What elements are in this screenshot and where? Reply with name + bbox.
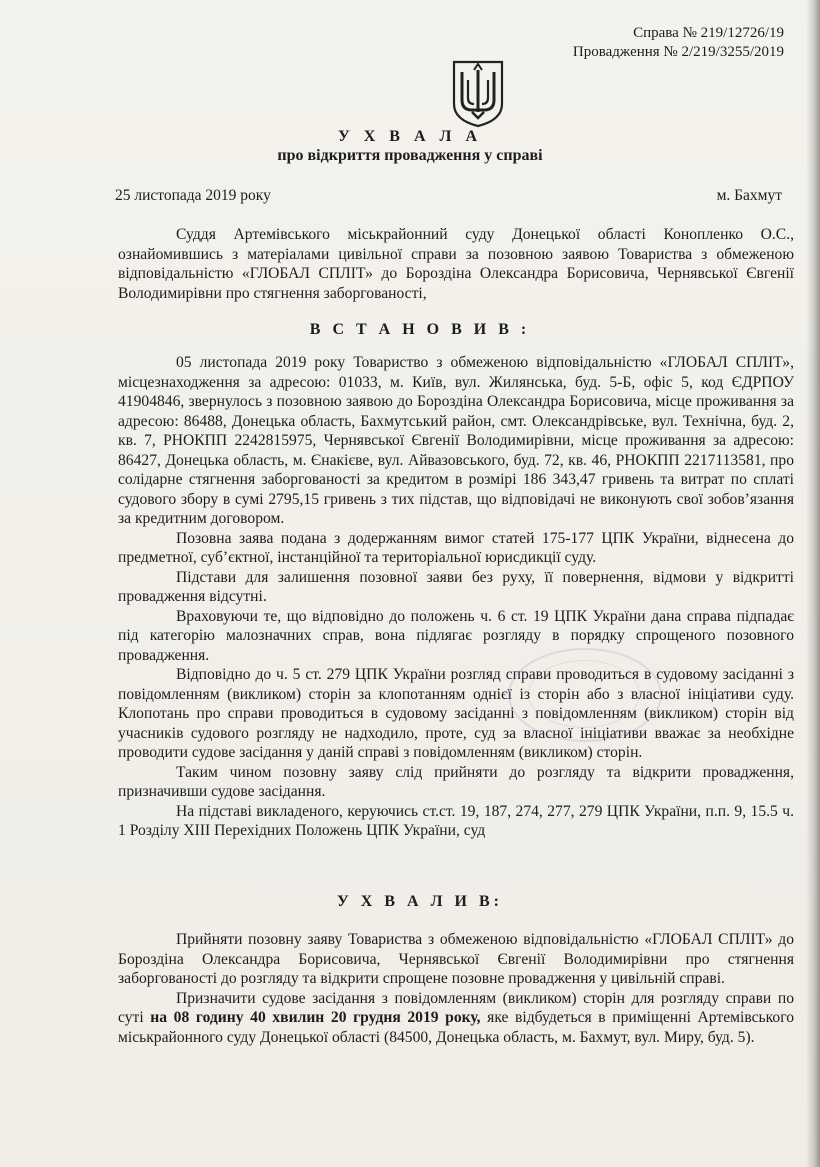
proceeding-number: Провадження № 2/219/3255/2019 [572, 44, 784, 60]
case-info [573, 24, 784, 62]
established-paragraph: Відповідно до ч. 5 ст. 279 ЦПК України розгляд справи проводиться в судовому засіданні з повідомленням (викликом) сторін за клопотанням однієї із сторін або з власної ініціативи суду. Клопотань про справи проводиться в судовому засіданні з повідомленням (викликом) сторін від учасників судового розгляду не надходило, проте, суд за власної ініціативи вважає за необхідне проводити судове засідання у даній справі з повідомленням (викликом) сторін. [118, 666, 794, 761]
intro-paragraph [118, 225, 794, 303]
document-title: У Х В А Л А [338, 128, 482, 145]
case-number: Справа № 219/12726/19 [633, 25, 784, 41]
ruled-heading: У Х В А Л И В: [337, 893, 503, 910]
hearing-datetime: на 08 годину 40 хвилин 20 грудня 2019 року, [150, 1009, 481, 1026]
ruled-paragraph-hearing [118, 989, 794, 1048]
established-paragraph: Позовна заява подана з додержанням вимог статей 175-177 ЦПК України, віднесена до предметної, суб’єктної, інстанційної та територіальної юрисдикції суду. [118, 529, 794, 566]
document-subtitle: про відкриття провадження у справі [277, 147, 543, 164]
document-date: 25 листопада 2019 року [115, 187, 271, 204]
hearing-text-after: яке відбудеться в приміщенні Артемівського міськрайонного суду Донецької області (84500, Донецька область, м. Бахмут, вул. Миру, буд. 5). [118, 1009, 795, 1046]
intro-text: Суддя Артемівського міськрайонний суду Донецької області Конопленко О.С., ознайомившись з матеріалами цивільної справи за позовною заявою Товариства з обмеженою відповідальністю «ГЛОБАЛ СПЛІТ» до Бороздіна Олександра Борисовича, Чернявської Євгенії Володимирівни про стягнення заборгованості, [118, 226, 794, 302]
coat-of-arms-trident-icon [452, 60, 504, 128]
established-paragraph: На підставі викладеного, керуючись ст.ст. 19, 187, 274, 277, 279 ЦПК України, п.п. 9, 15.5 ч. 1 Розділу XIII Перехідних Положень ЦПК України, суд [118, 802, 794, 839]
established-paragraph: Таким чином позовну заяву слід прийняти до розгляду та відкрити провадження, призначивши судове засідання. [118, 763, 794, 800]
established-paragraph: Враховуючи те, що відповідно до положень ч. 6 ст. 19 ЦПК України дана справа підпадає під категорію малозначних справ, вона підлягає розгляду в порядку спрощеного позовного провадження. [118, 607, 794, 664]
established-paragraph: Підстави для залишення позовної заяви без руху, її повернення, відмови у відкритті провадження відсутні. [118, 568, 794, 605]
hearing-text-before: Призначити судове засідання з повідомленням (викликом) сторін для розгляду справи по суті [118, 989, 794, 1026]
established-heading: В С Т А Н О В И В : [309, 321, 531, 338]
court-stamp-inner [528, 660, 640, 728]
ruled-paragraph: Прийняти позовну заяву Товариства з обмеженою відповідальністю «ГЛОБАЛ СПЛІТ» до Бороздіна Олександра Борисовича, Чернявської Євгенії Володимирівни про стягнення заборгованості до розгляду та відкрити спрощене позовне провадження у цивільній справі. [118, 931, 794, 987]
document-city: м. Бахмут [716, 187, 782, 204]
ruled-section [118, 930, 794, 1047]
established-section [118, 353, 794, 841]
established-paragraph: 05 листопада 2019 року Товариство з обмеженою відповідальністю «ГЛОБАЛ СПЛІТ», місцезнаходження за адресою: 01033, м. Київ, вул. Жилянська, буд. 5-Б, офіс 5, код ЄДРПОУ 41904846, звернулось з позовною заявою до Бороздіна Олександра Борисовича, місце проживання за адресою: 86488, Донецька область, Бахмутський район, смт. Олександрівське, вул. Технічна, буд. 2, кв. 7, РНОКПП 2242815975, Чернявської Євгенії Володимирівни, місце проживання за адресою: 86427, Донецька область, м. Єнакієве, вул. Айвазовського, буд. 72, кв. 46, РНОКПП 2217113581, про солідарне стягнення заборгованості за кредитом в розмірі 186 343,47 гривень та витрат по сплаті судового збору в сумі 2795,15 гривень з тих підстав, що відповідачі не виконують свої зобов’язання за кредитним договором. [118, 354, 794, 527]
paper-edge-shadow [806, 0, 820, 1167]
